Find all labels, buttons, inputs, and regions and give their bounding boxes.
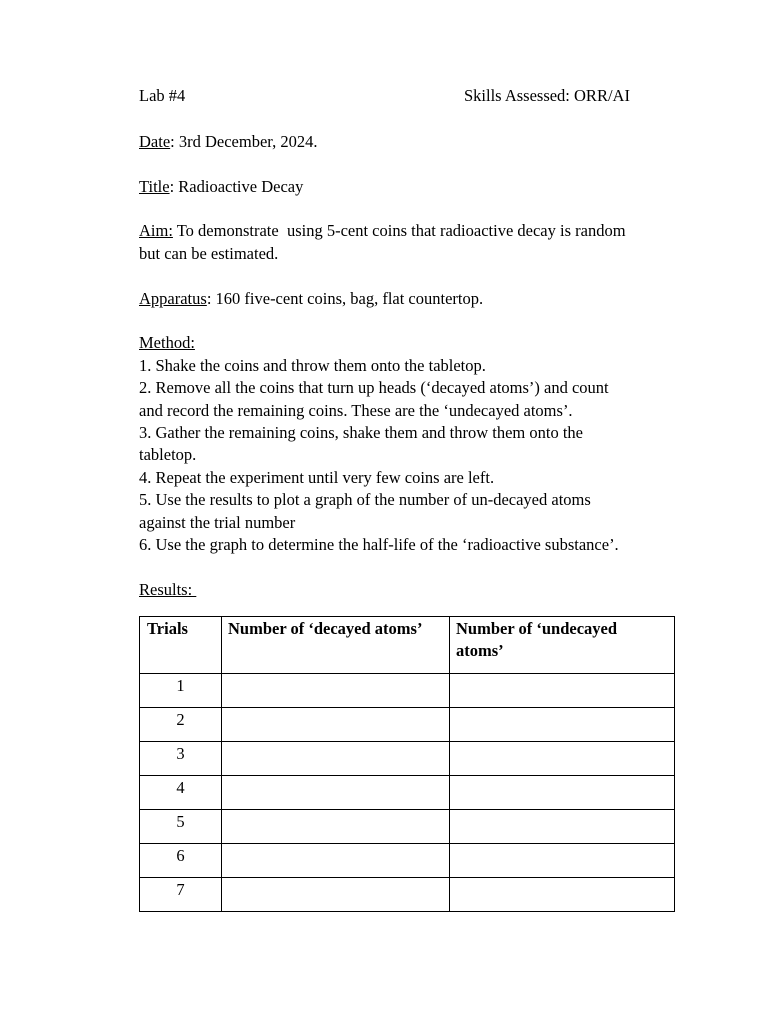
date-value: : 3rd December, 2024. <box>170 131 318 151</box>
column-header-trials: Trials <box>140 617 222 674</box>
decayed-cell[interactable] <box>222 776 450 810</box>
table-row <box>140 708 675 742</box>
aim-text-2: but can be estimated. <box>139 243 279 263</box>
lab-document <box>139 86 679 601</box>
title-value: : Radioactive Decay <box>169 176 304 196</box>
column-header-undecayed: Number of ‘undecayed atoms’ <box>450 617 675 674</box>
aim-text-1: To demonstrate using 5-cent coins that radioactive decay is random <box>172 221 626 241</box>
method-step-line: 3. Gather the remaining coins, shake them and throw them onto the <box>139 423 584 442</box>
undecayed-cell[interactable] <box>450 708 675 742</box>
table-row <box>140 844 675 878</box>
table-row <box>140 776 675 810</box>
undecayed-cell[interactable] <box>450 810 675 844</box>
table-header-row <box>140 617 675 674</box>
title-line <box>139 176 679 198</box>
undecayed-cell[interactable] <box>450 844 675 878</box>
method-step-line: 5. Use the results to plot a graph of the number of un-decayed atoms <box>139 490 591 510</box>
apparatus-label: Apparatus <box>139 288 207 308</box>
undecayed-cell[interactable] <box>450 674 675 708</box>
method-step-line: and record the remaining coins. These are the ‘undecayed atoms’. <box>139 400 573 420</box>
method-label: Method: <box>139 333 195 353</box>
undecayed-cell[interactable] <box>450 878 675 912</box>
method-step-line: 6. Use the graph to determine the half-life of the ‘radioactive substance’. <box>139 535 619 555</box>
column-header-decayed: Number of ‘decayed atoms’ <box>222 617 450 674</box>
decayed-cell[interactable] <box>222 810 450 844</box>
date-line <box>139 131 679 153</box>
decayed-cell[interactable] <box>222 708 450 742</box>
apparatus-value: : 160 five-cent coins, bag, flat countertop. <box>206 288 484 308</box>
method-step-line: 1. Shake the coins and throw them onto the tabletop. <box>139 355 486 375</box>
method-step-line: against the trial number <box>139 512 296 532</box>
undecayed-cell[interactable] <box>450 776 675 810</box>
trial-number: 6 <box>140 844 222 878</box>
aim-line <box>139 220 679 242</box>
apparatus-line <box>139 288 679 310</box>
decayed-cell[interactable] <box>222 844 450 878</box>
trial-number: 4 <box>140 776 222 810</box>
aim-label: Aim: <box>139 221 173 241</box>
results-table <box>139 616 675 912</box>
decayed-cell[interactable] <box>222 878 450 912</box>
method-heading <box>139 332 679 354</box>
method-step-line: tabletop. <box>139 445 197 465</box>
trial-number: 5 <box>140 810 222 844</box>
decayed-cell[interactable] <box>222 674 450 708</box>
skills-assessed: Skills Assessed: ORR/AI <box>464 86 630 105</box>
table-row <box>140 810 675 844</box>
results-label: Results: <box>139 579 197 599</box>
lab-number: Lab #4 <box>139 86 186 105</box>
table-row <box>140 878 675 912</box>
method-step-line: 4. Repeat the experiment until very few coins are left. <box>139 467 495 487</box>
method-step-line: 2. Remove all the coins that turn up heads (‘decayed atoms’) and count <box>139 378 609 398</box>
trial-number: 2 <box>140 708 222 742</box>
undecayed-cell[interactable] <box>450 742 675 776</box>
trial-number: 7 <box>140 878 222 912</box>
trial-number: 1 <box>140 674 222 708</box>
decayed-cell[interactable] <box>222 742 450 776</box>
results-heading <box>139 579 679 601</box>
document-header <box>139 86 679 108</box>
trial-number: 3 <box>140 742 222 776</box>
table-row <box>140 742 675 776</box>
date-label: Date <box>139 131 171 151</box>
table-row <box>140 674 675 708</box>
title-label: Title <box>139 176 170 196</box>
